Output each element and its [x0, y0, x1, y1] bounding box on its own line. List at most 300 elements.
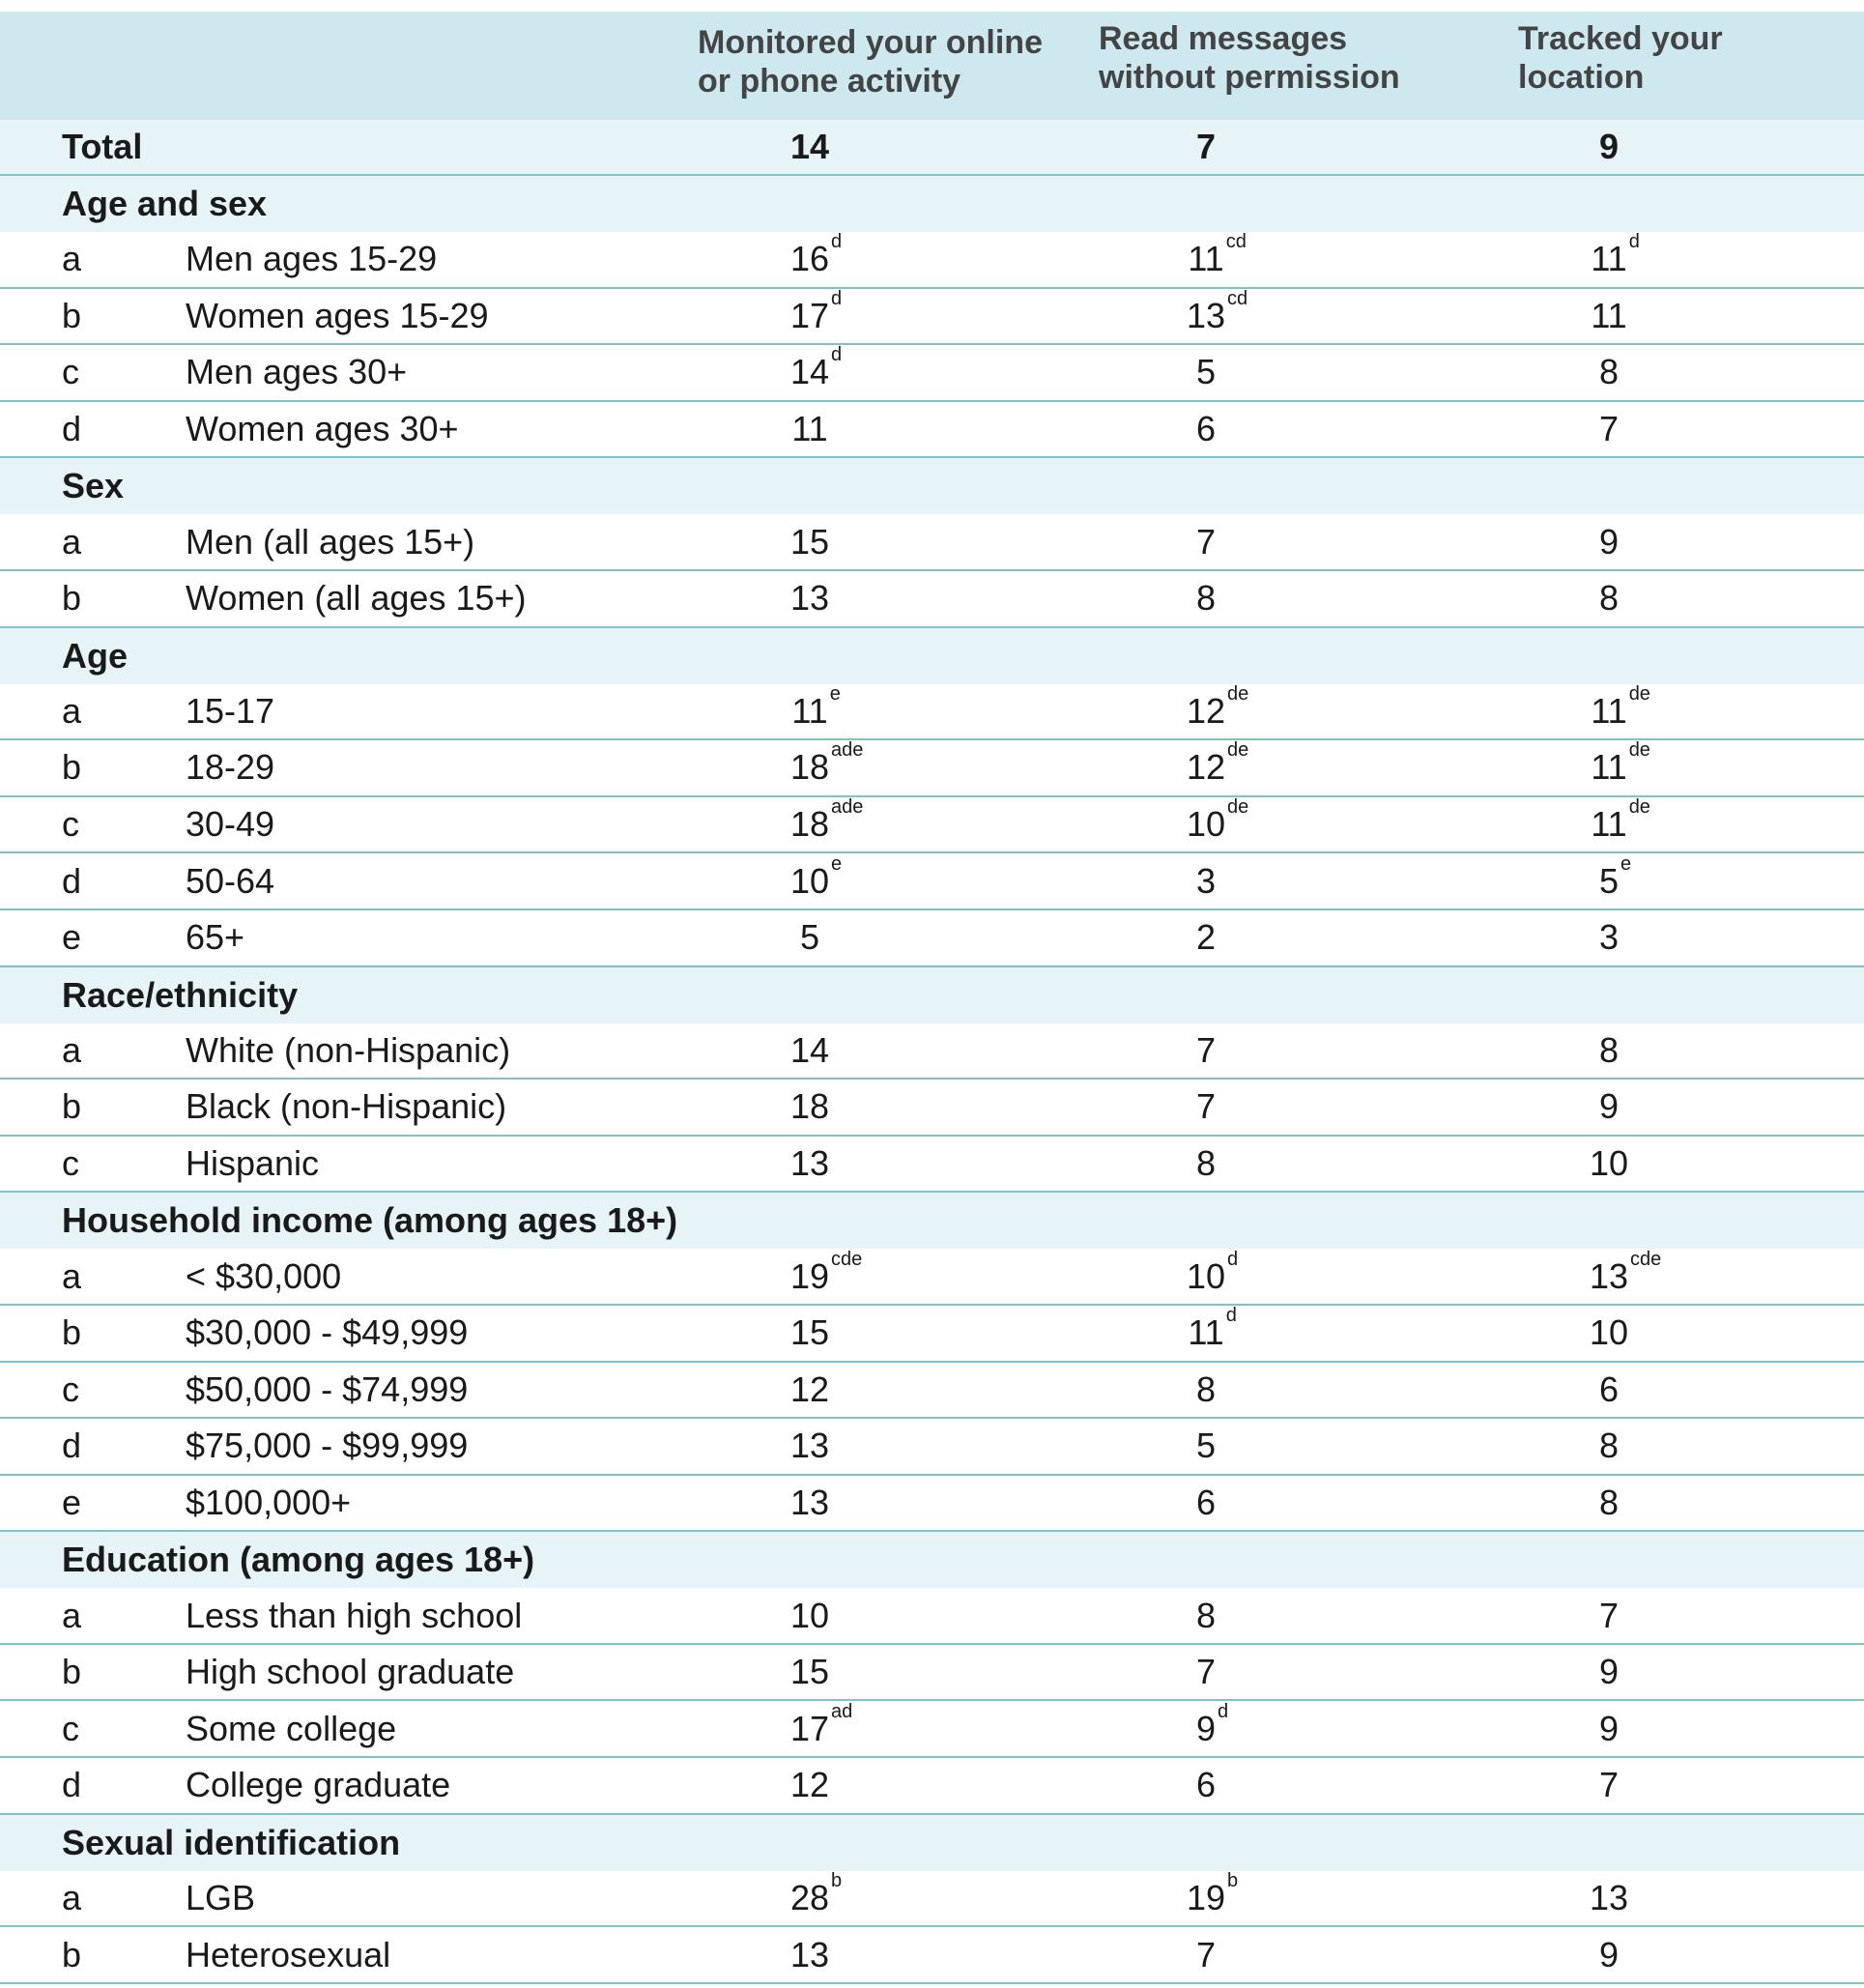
- value-cell: [665, 232, 955, 287]
- value-number: 11: [791, 409, 828, 449]
- value-number: 19: [789, 1255, 830, 1296]
- value-text: [1589, 1248, 1662, 1297]
- significance-superscript: ade: [831, 796, 864, 819]
- row-label: 50-64: [186, 860, 275, 901]
- significance-superscript: cd: [1227, 287, 1248, 309]
- row-label: 30-49: [186, 804, 275, 845]
- value-text: [789, 852, 843, 902]
- value-number: 8: [1195, 578, 1217, 619]
- table-row: [0, 402, 1864, 459]
- value-number: 10: [789, 1595, 830, 1635]
- table-row: [0, 1701, 1864, 1758]
- value-text: [789, 739, 864, 788]
- table-row: [0, 1363, 1864, 1420]
- value-number: 11: [1591, 690, 1627, 731]
- table-row: [0, 1645, 1864, 1702]
- value-text: [1196, 917, 1216, 958]
- value-cell: [1061, 797, 1351, 852]
- value-cell: [665, 289, 955, 344]
- row-label: 18-29: [186, 747, 275, 788]
- section-title: Education (among ages 18+): [62, 1540, 535, 1580]
- row-label: Heterosexual: [186, 1934, 391, 1974]
- value-cell: [665, 1476, 955, 1531]
- value-cell: [1061, 1645, 1351, 1700]
- row-label: $100,000+: [186, 1482, 352, 1522]
- total-label: Total: [62, 127, 143, 166]
- value-cell: [1464, 514, 1754, 569]
- value-number: 8: [1598, 578, 1620, 619]
- value-cell: [1061, 910, 1351, 965]
- significance-superscript: de: [1227, 682, 1249, 705]
- value-text: 7: [1195, 127, 1217, 166]
- significance-superscript: d: [831, 287, 843, 309]
- value-cell: [665, 1080, 955, 1135]
- total-value: [665, 120, 955, 174]
- value-cell: [665, 1419, 955, 1474]
- table-row: [0, 1080, 1864, 1137]
- value-cell: [1061, 1249, 1351, 1304]
- value-number: 9: [1195, 1708, 1217, 1748]
- value-number: 8: [1598, 1426, 1620, 1466]
- value-text: [790, 1426, 829, 1466]
- table-row: [0, 1927, 1864, 1984]
- value-number: 7: [1195, 1086, 1217, 1127]
- value-text: [1188, 231, 1247, 279]
- row-letter: d: [62, 860, 82, 901]
- value-cell: [665, 1023, 955, 1079]
- significance-superscript: de: [1628, 739, 1650, 762]
- value-number: 11: [1591, 239, 1627, 279]
- value-number: 8: [1598, 1029, 1620, 1070]
- value-text: [1590, 1878, 1628, 1918]
- column-header-monitored: [698, 23, 1043, 101]
- value-cell: [665, 1927, 955, 1982]
- row-label: High school graduate: [186, 1652, 515, 1692]
- value-text: [1196, 522, 1216, 562]
- value-number: 8: [1195, 1595, 1217, 1635]
- significance-superscript: ade: [831, 739, 864, 762]
- value-text: [790, 1312, 829, 1353]
- value-text: [790, 1596, 829, 1636]
- value-text: [790, 1483, 829, 1523]
- value-number: 7: [1598, 1765, 1620, 1805]
- value-cell: [1061, 1871, 1351, 1926]
- value-cell: [1464, 571, 1754, 626]
- column-header-line: Read messages: [1099, 20, 1348, 57]
- value-text: [1196, 1426, 1216, 1466]
- value-cell: [1061, 1306, 1351, 1361]
- section-title: Sex: [62, 466, 125, 506]
- value-text: [1599, 1652, 1619, 1692]
- table-header: [0, 12, 1864, 120]
- value-text: [1599, 352, 1619, 392]
- value-text: [791, 682, 841, 732]
- value-cell: [665, 853, 955, 908]
- value-cell: [1464, 402, 1754, 457]
- row-label: 15-17: [186, 690, 275, 731]
- value-number: 8: [1598, 1482, 1620, 1522]
- value-number: 13: [1589, 1877, 1629, 1917]
- value-number: 7: [1195, 1652, 1217, 1692]
- row-label: $75,000 - $99,999: [186, 1426, 469, 1466]
- value-number: 11: [1591, 295, 1627, 335]
- significance-superscript: cd: [1225, 231, 1247, 253]
- value-text: [789, 287, 843, 336]
- value-cell: [1464, 1645, 1754, 1700]
- row-label: 65+: [186, 917, 245, 958]
- value-text: [1599, 1086, 1619, 1127]
- value-cell: [1464, 1588, 1754, 1643]
- value-cell: [1464, 232, 1754, 287]
- table-row: [0, 797, 1864, 854]
- value-cell: [1464, 1758, 1754, 1813]
- value-text: [1195, 1700, 1229, 1749]
- value-text: [789, 344, 843, 392]
- value-text: [790, 1143, 829, 1184]
- value-number: 11: [1188, 1312, 1224, 1353]
- value-text: [790, 578, 829, 619]
- section-header-row: [0, 458, 1864, 514]
- value-cell: [1061, 1419, 1351, 1474]
- row-letter: d: [62, 1765, 82, 1805]
- section-header-row: [0, 967, 1864, 1023]
- value-number: 5: [799, 917, 820, 958]
- row-letter: b: [62, 295, 82, 335]
- column-header-read-messages: [1099, 19, 1400, 97]
- table-row: [0, 1419, 1864, 1476]
- value-cell: [1464, 1306, 1754, 1361]
- value-cell: [665, 797, 955, 852]
- value-text: 9: [1598, 127, 1620, 166]
- value-text: [1196, 1596, 1216, 1636]
- value-text: [1599, 1483, 1619, 1523]
- value-cell: [665, 1137, 955, 1192]
- value-number: 15: [789, 1312, 830, 1353]
- value-text: [1599, 1426, 1619, 1466]
- value-text: [1196, 578, 1216, 619]
- value-number: 7: [1195, 1934, 1217, 1974]
- value-cell: [1061, 571, 1351, 626]
- value-number: 8: [1195, 1369, 1217, 1409]
- significance-superscript: d: [1628, 231, 1640, 253]
- row-label: Women (all ages 15+): [186, 578, 527, 619]
- row-letter: a: [62, 521, 82, 562]
- value-cell: [1061, 345, 1351, 400]
- value-number: 5: [1598, 860, 1620, 901]
- value-number: 9: [1598, 1086, 1620, 1127]
- table-row: [0, 1306, 1864, 1363]
- value-text: [1186, 1869, 1239, 1918]
- value-cell: [665, 1306, 955, 1361]
- value-text: [1599, 409, 1619, 449]
- value-text: [1598, 852, 1632, 902]
- value-number: 9: [1598, 521, 1620, 562]
- value-cell: [1464, 684, 1754, 739]
- row-letter: c: [62, 1369, 79, 1409]
- value-text: [790, 1086, 829, 1127]
- total-row: [0, 120, 1864, 176]
- section-header-row: [0, 1815, 1864, 1871]
- value-number: 7: [1195, 1029, 1217, 1070]
- value-text: [1186, 287, 1248, 336]
- value-text: [1186, 739, 1249, 788]
- value-number: 12: [1186, 747, 1226, 788]
- row-letter: d: [62, 409, 82, 449]
- value-number: 11: [1188, 239, 1224, 279]
- total-value: [1464, 120, 1754, 174]
- table-row: [0, 514, 1864, 571]
- value-text: [790, 1652, 829, 1692]
- row-label: Men (all ages 15+): [186, 521, 475, 562]
- table-row: [0, 1137, 1864, 1194]
- value-number: 9: [1598, 1934, 1620, 1974]
- row-label: Men ages 30+: [186, 352, 408, 392]
- significance-superscript: b: [1227, 1869, 1239, 1891]
- row-letter: a: [62, 1877, 82, 1917]
- value-text: 14: [789, 127, 830, 166]
- value-text: [790, 1765, 829, 1805]
- value-text: [1599, 522, 1619, 562]
- value-number: 28: [789, 1877, 830, 1917]
- value-cell: [665, 1588, 955, 1643]
- row-letter: e: [62, 1482, 82, 1522]
- value-cell: [1464, 910, 1754, 965]
- value-number: 13: [789, 578, 830, 619]
- value-cell: [1061, 1701, 1351, 1756]
- row-letter: c: [62, 1708, 79, 1748]
- significance-superscript: cde: [1630, 1248, 1662, 1270]
- value-number: 5: [1195, 1426, 1217, 1466]
- value-cell: [665, 514, 955, 569]
- value-number: 15: [789, 1652, 830, 1692]
- value-number: 14: [789, 1029, 830, 1070]
- table-row: [0, 345, 1864, 402]
- value-cell: [1464, 740, 1754, 795]
- column-header-line: location: [1518, 59, 1645, 96]
- value-text: [1590, 1312, 1628, 1353]
- value-number: 7: [1195, 521, 1217, 562]
- row-letter: a: [62, 1255, 82, 1296]
- value-number: 18: [789, 747, 830, 788]
- value-text: [789, 1700, 853, 1749]
- value-text: [789, 1248, 863, 1297]
- row-letter: d: [62, 1426, 82, 1466]
- value-text: [1188, 1305, 1237, 1353]
- value-number: 3: [1195, 860, 1217, 901]
- value-cell: [665, 1871, 955, 1926]
- section-title: Household income (among ages 18+): [62, 1200, 678, 1241]
- column-header-tracked-location: [1518, 19, 1723, 97]
- row-letter: e: [62, 917, 82, 958]
- value-text: [1590, 1143, 1628, 1184]
- value-text: [1196, 861, 1216, 902]
- value-text: [1599, 1030, 1619, 1071]
- row-label: Less than high school: [186, 1595, 523, 1635]
- survey-table: [0, 12, 1864, 1984]
- section-title: Age and sex: [62, 184, 268, 223]
- value-number: 13: [789, 1934, 830, 1974]
- value-text: [1591, 296, 1626, 336]
- value-number: 12: [1186, 690, 1226, 731]
- value-number: 17: [789, 295, 830, 335]
- column-header-line: or phone activity: [698, 63, 961, 100]
- significance-superscript: de: [1227, 796, 1249, 819]
- value-number: 7: [1598, 1595, 1620, 1635]
- value-cell: [1464, 1871, 1754, 1926]
- significance-superscript: d: [1227, 1248, 1239, 1270]
- value-cell: [1464, 853, 1754, 908]
- value-cell: [665, 910, 955, 965]
- value-cell: [1061, 1758, 1351, 1813]
- value-number: 13: [789, 1426, 830, 1466]
- value-cell: [1061, 1476, 1351, 1531]
- value-cell: [1464, 1023, 1754, 1079]
- value-text: [1196, 1086, 1216, 1127]
- row-label: LGB: [186, 1877, 256, 1917]
- value-text: [1599, 1765, 1619, 1805]
- table-row: [0, 232, 1864, 289]
- value-cell: [1061, 1137, 1351, 1192]
- value-text: [791, 409, 827, 449]
- significance-superscript: b: [831, 1869, 843, 1891]
- row-label: Hispanic: [186, 1143, 320, 1184]
- value-text: [789, 1869, 843, 1918]
- section-title: Sexual identification: [62, 1822, 401, 1862]
- value-text: [790, 1030, 829, 1071]
- table-row: [0, 1476, 1864, 1533]
- column-header-line: Monitored your online: [698, 24, 1043, 61]
- significance-superscript: e: [1620, 852, 1632, 875]
- value-cell: [665, 740, 955, 795]
- significance-superscript: ad: [831, 1700, 853, 1722]
- column-header-line: Tracked your: [1518, 20, 1723, 57]
- row-label: Black (non-Hispanic): [186, 1086, 507, 1127]
- value-cell: [665, 1363, 955, 1418]
- value-number: 13: [1186, 295, 1226, 335]
- row-label: Women ages 30+: [186, 409, 459, 449]
- row-letter: a: [62, 1029, 82, 1070]
- table-sections: [0, 176, 1864, 1984]
- value-number: 13: [1589, 1255, 1629, 1296]
- value-number: 13: [789, 1482, 830, 1522]
- table-row: [0, 740, 1864, 797]
- value-text: [1196, 352, 1216, 392]
- value-number: 18: [789, 804, 830, 845]
- row-letter: b: [62, 1934, 82, 1974]
- value-number: 8: [1195, 1143, 1217, 1184]
- significance-superscript: e: [829, 682, 841, 705]
- value-number: 8: [1598, 352, 1620, 392]
- row-letter: b: [62, 1086, 82, 1127]
- value-cell: [665, 1249, 955, 1304]
- value-number: 11: [1591, 804, 1627, 845]
- table-row: [0, 1023, 1864, 1080]
- section-header-row: [0, 176, 1864, 232]
- value-text: [1196, 1483, 1216, 1523]
- row-label: $30,000 - $49,999: [186, 1312, 469, 1353]
- value-text: [1591, 682, 1650, 732]
- value-number: 10: [789, 860, 830, 901]
- value-cell: [1061, 402, 1351, 457]
- value-cell: [665, 402, 955, 457]
- value-text: [1186, 682, 1249, 732]
- significance-superscript: e: [831, 852, 843, 875]
- section-title: Age: [62, 635, 129, 676]
- value-text: [1591, 231, 1640, 279]
- section-header-row: [0, 628, 1864, 684]
- value-text: [1591, 796, 1650, 845]
- significance-superscript: de: [1628, 796, 1650, 819]
- value-number: 12: [789, 1765, 830, 1805]
- row-letter: b: [62, 747, 82, 788]
- value-cell: [1061, 853, 1351, 908]
- value-cell: [1061, 1080, 1351, 1135]
- value-cell: [1061, 1588, 1351, 1643]
- value-number: 10: [1589, 1143, 1629, 1184]
- table-row: [0, 571, 1864, 628]
- row-label: White (non-Hispanic): [186, 1029, 511, 1070]
- value-number: 10: [1186, 804, 1226, 845]
- row-letter: c: [62, 1143, 79, 1184]
- row-letter: c: [62, 804, 79, 845]
- value-text: [1599, 1935, 1619, 1975]
- value-cell: [665, 1701, 955, 1756]
- table-row: [0, 684, 1864, 741]
- significance-superscript: cde: [831, 1248, 863, 1270]
- value-text: [1599, 917, 1619, 958]
- value-text: [1186, 796, 1249, 845]
- value-cell: [1464, 1927, 1754, 1982]
- value-number: 6: [1195, 1482, 1217, 1522]
- value-text: [1599, 578, 1619, 619]
- value-cell: [1464, 1701, 1754, 1756]
- value-text: [1599, 1596, 1619, 1636]
- significance-superscript: d: [1225, 1305, 1237, 1327]
- value-cell: [1061, 289, 1351, 344]
- value-cell: [1464, 1476, 1754, 1531]
- row-letter: a: [62, 1595, 82, 1635]
- value-number: 19: [1186, 1877, 1226, 1917]
- row-letter: c: [62, 352, 79, 392]
- significance-superscript: de: [1628, 682, 1650, 705]
- value-text: [1599, 1369, 1619, 1410]
- value-cell: [1464, 1249, 1754, 1304]
- row-letter: a: [62, 690, 82, 731]
- value-number: 14: [789, 352, 830, 392]
- row-letter: b: [62, 1312, 82, 1353]
- value-number: 17: [789, 1708, 830, 1748]
- value-text: [1591, 739, 1650, 788]
- value-text: [800, 917, 819, 958]
- value-cell: [665, 684, 955, 739]
- value-number: 11: [1591, 747, 1627, 788]
- value-text: [1196, 1369, 1216, 1410]
- value-number: 3: [1598, 917, 1620, 958]
- row-label: $50,000 - $74,999: [186, 1369, 469, 1409]
- value-cell: [1061, 1927, 1351, 1982]
- significance-superscript: d: [1218, 1700, 1229, 1722]
- value-cell: [1061, 1023, 1351, 1079]
- value-text: [1196, 1765, 1216, 1805]
- value-cell: [1061, 684, 1351, 739]
- value-text: [1196, 1030, 1216, 1071]
- section-header-row: [0, 1532, 1864, 1588]
- row-letter: b: [62, 578, 82, 619]
- table-row: [0, 1871, 1864, 1928]
- value-text: [789, 796, 864, 845]
- value-number: 18: [789, 1086, 830, 1127]
- value-text: [790, 522, 829, 562]
